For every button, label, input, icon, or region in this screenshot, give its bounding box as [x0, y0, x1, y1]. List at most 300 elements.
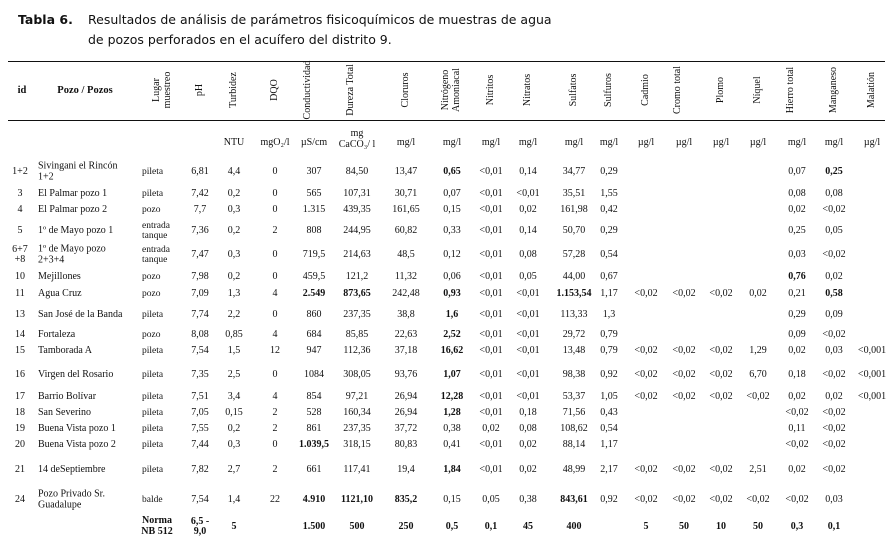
row-value: 26,94 [394, 407, 418, 418]
row-value: 7,98 [191, 271, 209, 282]
row-value: 0,43 [600, 407, 618, 418]
row-id: 20 [15, 439, 25, 450]
row-lugar: pileta [142, 167, 164, 177]
row-value: <0,02 [709, 288, 733, 299]
row-value: 0,07 [443, 188, 461, 199]
row-value: 854 [306, 391, 322, 402]
row-lugar: pozo [142, 272, 161, 282]
header-cromo-total: Cromo total [672, 65, 683, 115]
row-value: 93,76 [394, 369, 418, 380]
norm-value: 0,1 [827, 521, 841, 532]
row-value: <0,02 [822, 464, 846, 475]
row-value: <0,02 [746, 391, 770, 402]
caption-line-1: Resultados de análisis de parámetros fisicoquímicos de muestras de agua [88, 12, 552, 27]
row-value: <0,001 [857, 345, 887, 356]
row-value: <0,01 [479, 271, 503, 282]
row-value: <0,02 [822, 329, 846, 340]
row-value: 0 [272, 439, 278, 450]
row-value: 0,05 [519, 271, 537, 282]
row-value: 2 [272, 225, 278, 236]
unit-2: mgO₂/l [260, 137, 290, 148]
row-value: <0,02 [709, 464, 733, 475]
row-value: <0,02 [634, 345, 658, 356]
row-value: <0,02 [634, 464, 658, 475]
unit-7: mg/l [481, 137, 501, 148]
row-lugar: pileta [142, 189, 164, 199]
row-value: 88,14 [562, 439, 586, 450]
unit-14: µg/l [749, 137, 767, 148]
row-value: 0,2 [227, 271, 241, 282]
row-value: 2 [272, 423, 278, 434]
row-value: <0,01 [479, 188, 503, 199]
row-value: <0,02 [785, 439, 809, 450]
row-value: <0,02 [672, 345, 696, 356]
row-lugar: entrada tanque [142, 221, 170, 241]
row-value: 8,08 [191, 329, 209, 340]
row-value: 13,47 [394, 166, 418, 177]
row-value: 1,84 [443, 464, 461, 475]
row-value: <0,01 [516, 329, 540, 340]
row-value: 0,92 [600, 369, 618, 380]
unit-9: mg/l [564, 137, 584, 148]
row-value: 0,02 [788, 464, 806, 475]
row-value: 4 [272, 391, 278, 402]
norm-value: 10 [716, 521, 726, 532]
unit-1: NTU [223, 137, 245, 148]
row-value: <0,02 [634, 494, 658, 505]
row-value: <0,02 [709, 369, 733, 380]
row-value: 0,29 [600, 225, 618, 236]
row-value: 1,17 [600, 288, 618, 299]
row-value: 7,54 [191, 494, 209, 505]
row-value: 0,11 [788, 423, 806, 434]
row-value: 1,17 [600, 439, 618, 450]
row-value: <0,02 [709, 494, 733, 505]
row-value: 0,3 [227, 204, 241, 215]
row-value: <0,01 [479, 464, 503, 475]
row-lugar: pozo [142, 205, 161, 215]
row-value: <0,01 [479, 225, 503, 236]
row-value: <0,02 [822, 249, 846, 260]
row-id: 4 [17, 204, 23, 215]
row-lugar: pileta [142, 310, 164, 320]
row-value: 22 [270, 494, 280, 505]
row-value: 0,02 [788, 345, 806, 356]
unit-13: µg/l [712, 137, 730, 148]
row-value: <0,01 [516, 345, 540, 356]
row-value: 98,38 [562, 369, 586, 380]
row-value: <0,01 [516, 188, 540, 199]
row-value: 107,31 [343, 188, 371, 199]
row-value: 0,15 [443, 204, 461, 215]
row-value: 0,08 [788, 188, 806, 199]
row-value: <0,02 [746, 494, 770, 505]
row-value: 0,06 [443, 271, 461, 282]
row-value: 29,72 [562, 329, 586, 340]
row-value: 2,7 [227, 464, 241, 475]
row-value: 35,51 [562, 188, 586, 199]
row-value: 1084 [304, 369, 324, 380]
row-value: 0,05 [482, 494, 500, 505]
norm-value: 6,5 - 9,0 [190, 516, 210, 537]
row-value: 0,58 [825, 288, 843, 299]
norm-value: 5 [231, 521, 237, 532]
row-value: 12,28 [440, 391, 464, 402]
row-value: 0,93 [443, 288, 461, 299]
row-value: 0,08 [825, 188, 843, 199]
row-value: 0,29 [788, 309, 806, 320]
row-value: 1,4 [227, 494, 241, 505]
row-value: 0,38 [519, 494, 537, 505]
row-value: 7,42 [191, 188, 209, 199]
row-value: 2,51 [749, 464, 767, 475]
unit-4: mg CaCO₃/ l [338, 128, 376, 150]
row-value: 12 [270, 345, 280, 356]
row-value: 0,09 [825, 309, 843, 320]
row-value: 7,54 [191, 345, 209, 356]
row-value: 835,2 [394, 494, 418, 505]
caption-line-2: de pozos perforados en el acuífero del distrito 9. [88, 32, 392, 47]
row-value: 860 [306, 309, 322, 320]
row-id: 24 [15, 494, 25, 505]
row-value: 7,74 [191, 309, 209, 320]
row-value: <0,02 [634, 369, 658, 380]
row-id: 3 [17, 188, 23, 199]
row-lugar: pileta [142, 370, 164, 380]
row-value: 97,21 [345, 391, 369, 402]
header-cloruros: Cloruros [400, 72, 411, 108]
row-value: 0 [272, 249, 278, 260]
row-value: 108,62 [560, 423, 588, 434]
row-value: 0,18 [788, 369, 806, 380]
row-id: 14 [15, 329, 25, 340]
row-value: 7,09 [191, 288, 209, 299]
row-value: 7,51 [191, 391, 209, 402]
row-value: 528 [306, 407, 322, 418]
row-value: 60,82 [394, 225, 418, 236]
header-dureza-total: Dureza Total [345, 64, 356, 116]
row-lugar: pileta [142, 440, 164, 450]
row-pozo: Buena Vista pozo 2 [38, 438, 116, 450]
row-value: 565 [306, 188, 322, 199]
header-plomo: Plomo [715, 76, 726, 104]
row-value: 0,67 [600, 271, 618, 282]
unit-10: mg/l [599, 137, 619, 148]
row-value: 48,99 [562, 464, 586, 475]
row-value: 1,28 [443, 407, 461, 418]
row-id: 6+7 +8 [12, 244, 28, 265]
row-value: <0,01 [479, 369, 503, 380]
row-value: 44,00 [562, 271, 586, 282]
header-dqo: DQO [269, 79, 280, 101]
row-pozo: San José de la Banda [38, 308, 123, 320]
row-value: <0,02 [822, 423, 846, 434]
row-value: 237,35 [343, 309, 371, 320]
row-value: 50,70 [562, 225, 586, 236]
row-id: 18 [15, 407, 25, 418]
row-value: 1,3 [602, 309, 616, 320]
row-value: <0,01 [479, 166, 503, 177]
norm-value: 0,5 [445, 521, 459, 532]
row-value: 0,02 [519, 464, 537, 475]
norm-value: 250 [398, 521, 414, 532]
row-id: 16 [15, 369, 25, 380]
row-lugar: pileta [142, 424, 164, 434]
row-value: 7,55 [191, 423, 209, 434]
row-value: 0,76 [788, 271, 806, 282]
row-value: 11,32 [394, 271, 418, 282]
header-id: id [17, 85, 27, 96]
row-lugar: pileta [142, 346, 164, 356]
row-value: 38,8 [397, 309, 415, 320]
row-pozo: Mejillones [38, 270, 81, 282]
unit-5: mg/l [396, 137, 416, 148]
row-value: 684 [306, 329, 322, 340]
row-value: 459,5 [302, 271, 326, 282]
row-value: 160,34 [343, 407, 371, 418]
row-value: <0,02 [634, 391, 658, 402]
row-value: <0,01 [479, 204, 503, 215]
row-pozo: San Severino [38, 406, 92, 418]
row-value: 48,5 [397, 249, 415, 260]
row-value: 53,37 [562, 391, 586, 402]
norm-value: 0,1 [484, 521, 498, 532]
row-value: <0,01 [479, 439, 503, 450]
unit-17: µg/l [863, 137, 881, 148]
row-value: 0,02 [825, 391, 843, 402]
row-value: <0,02 [672, 288, 696, 299]
row-value: 2 [272, 464, 278, 475]
row-value: 0,08 [519, 249, 537, 260]
row-value: 0 [272, 369, 278, 380]
row-value: 0,03 [825, 345, 843, 356]
row-value: 1121,10 [341, 494, 373, 505]
row-value: 0,14 [519, 166, 537, 177]
row-value: 1,29 [749, 345, 767, 356]
unit-16: mg/l [824, 137, 844, 148]
row-value: 0,12 [443, 249, 461, 260]
unit-3: µS/cm [300, 137, 328, 148]
row-value: <0,01 [479, 288, 503, 299]
row-value: <0,02 [785, 407, 809, 418]
row-value: 2,5 [227, 369, 241, 380]
row-lugar: pileta [142, 408, 164, 418]
row-id: 21 [15, 464, 25, 475]
row-value: 1,05 [600, 391, 618, 402]
row-value: 16,62 [440, 345, 464, 356]
row-id: 19 [15, 423, 25, 434]
row-value: 4 [272, 288, 278, 299]
table-label: Tabla 6. [18, 12, 73, 27]
row-value: 1,6 [445, 309, 459, 320]
row-value: <0,02 [785, 494, 809, 505]
row-value: 26,94 [394, 391, 418, 402]
row-value: 861 [306, 423, 322, 434]
header-pozo: Pozo / Pozos [57, 85, 113, 96]
row-value: 2,52 [443, 329, 461, 340]
row-value: <0,01 [516, 391, 540, 402]
header-conductividad: Conductividad [302, 60, 313, 120]
row-value: <0,02 [672, 464, 696, 475]
row-value: 0,85 [225, 329, 243, 340]
row-value: 113,33 [560, 309, 588, 320]
row-value: 0 [272, 166, 278, 177]
unit-15: mg/l [787, 137, 807, 148]
header-hierro-total: Hierro total [785, 66, 796, 114]
row-value: 0,79 [600, 345, 618, 356]
row-value: 37,18 [394, 345, 418, 356]
header-ph: pH [194, 83, 205, 97]
row-value: 0,25 [825, 166, 843, 177]
row-value: 843,61 [560, 494, 588, 505]
row-lugar: balde [142, 495, 163, 505]
row-value: 0,15 [225, 407, 243, 418]
row-value: <0,02 [709, 345, 733, 356]
row-value: 0,18 [519, 407, 537, 418]
row-value: 2 [272, 407, 278, 418]
norm-label: Norma NB 512 [141, 515, 173, 537]
row-value: <0,02 [709, 391, 733, 402]
row-value: 0 [272, 188, 278, 199]
row-value: 57,28 [562, 249, 586, 260]
row-value: 1,07 [443, 369, 461, 380]
row-value: <0,02 [822, 439, 846, 450]
row-value: 1.153,54 [556, 288, 592, 299]
row-value: <0,001 [857, 391, 887, 402]
row-value: 0,54 [600, 423, 618, 434]
header-rule [8, 120, 885, 121]
row-value: 0,15 [443, 494, 461, 505]
row-value: 242,48 [392, 288, 420, 299]
row-pozo: Barrio Bolívar [38, 390, 97, 402]
row-value: 1,55 [600, 188, 618, 199]
row-value: 121,2 [345, 271, 369, 282]
row-value: 318,15 [343, 439, 371, 450]
row-pozo: 1º de Mayo pozo 2+3+4 [38, 243, 106, 265]
row-value: <0,02 [822, 407, 846, 418]
row-value: 2.549 [302, 288, 326, 299]
row-value: <0,02 [672, 391, 696, 402]
row-id: 13 [15, 309, 25, 320]
row-value: 30,71 [394, 188, 418, 199]
row-value: 80,83 [394, 439, 418, 450]
row-value: 117,41 [343, 464, 371, 475]
row-value: 0,25 [788, 225, 806, 236]
row-value: 0,2 [227, 423, 241, 434]
row-id: 15 [15, 345, 25, 356]
header-malati-n: Malatión [866, 71, 877, 109]
row-value: <0,01 [516, 369, 540, 380]
row-value: 947 [306, 345, 322, 356]
row-value: 0,79 [600, 329, 618, 340]
row-pozo: 14 deSeptiembre [38, 463, 106, 475]
row-value: 0,21 [788, 288, 806, 299]
row-value: 0,02 [482, 423, 500, 434]
row-value: 719,5 [302, 249, 326, 260]
row-value: 4,4 [227, 166, 241, 177]
row-value: 0,92 [600, 494, 618, 505]
norm-value: 1.500 [302, 521, 326, 532]
unit-8: mg/l [518, 137, 538, 148]
row-id: 11 [15, 288, 25, 299]
row-value: 308,05 [343, 369, 371, 380]
row-value: <0,02 [672, 494, 696, 505]
row-value: <0,01 [479, 407, 503, 418]
norm-value: 400 [566, 521, 582, 532]
row-value: 0,09 [788, 329, 806, 340]
row-value: 0,03 [788, 249, 806, 260]
row-value: 7,36 [191, 225, 209, 236]
header-cadmio: Cadmio [640, 74, 651, 106]
row-value: 0,02 [749, 288, 767, 299]
row-value: 1.039,5 [299, 439, 329, 450]
row-value: 1,3 [227, 288, 241, 299]
row-value: 873,65 [343, 288, 371, 299]
row-value: 1.315 [302, 204, 326, 215]
row-pozo: El Palmar pozo 2 [38, 203, 108, 215]
norm-value: 50 [679, 521, 689, 532]
row-id: 17 [15, 391, 25, 402]
norm-value: 50 [753, 521, 763, 532]
row-value: 0,38 [443, 423, 461, 434]
row-value: <0,02 [672, 369, 696, 380]
row-lugar: pileta [142, 392, 164, 402]
row-value: 34,77 [562, 166, 586, 177]
header-sulfatos: Sulfatos [568, 73, 579, 107]
header-nitritos: Nitritos [485, 74, 496, 106]
unit-11: µg/l [637, 137, 655, 148]
row-value: <0,01 [479, 309, 503, 320]
row-value: 0,03 [825, 494, 843, 505]
row-value: 0,2 [227, 188, 241, 199]
row-value: 3,4 [227, 391, 241, 402]
header-nitr-geno-amoniacal: Nitrógeno Amoniacal [440, 68, 462, 112]
row-value: 6,70 [749, 369, 767, 380]
row-value: 661 [306, 464, 322, 475]
row-value: 0,02 [519, 439, 537, 450]
row-value: 0,42 [600, 204, 618, 215]
row-value: 0,02 [825, 271, 843, 282]
row-value: 7,82 [191, 464, 209, 475]
row-value: 808 [306, 225, 322, 236]
row-lugar: pileta [142, 465, 164, 475]
row-value: 85,85 [345, 329, 369, 340]
row-value: 0,54 [600, 249, 618, 260]
norm-value: 45 [523, 521, 533, 532]
row-value: 161,65 [392, 204, 420, 215]
row-lugar: entrada tanque [142, 245, 170, 265]
norm-value: 0,3 [790, 521, 804, 532]
row-value: 7,35 [191, 369, 209, 380]
row-value: 0,29 [600, 166, 618, 177]
row-lugar: pozo [142, 289, 161, 299]
row-pozo: Tamborada A [38, 344, 93, 356]
row-pozo: El Palmar pozo 1 [38, 187, 108, 199]
row-value: 6,81 [191, 166, 209, 177]
row-value: 0,07 [788, 166, 806, 177]
row-id: 10 [15, 271, 25, 282]
row-value: 161,98 [560, 204, 588, 215]
row-value: 0,2 [227, 225, 241, 236]
row-value: <0,01 [479, 249, 503, 260]
row-pozo: Fortaleza [38, 328, 76, 340]
header-turbidez: Turbidez [228, 72, 239, 108]
row-value: <0,01 [516, 288, 540, 299]
row-value: 112,36 [343, 345, 371, 356]
row-value: 7,05 [191, 407, 209, 418]
row-value: 7,47 [191, 249, 209, 260]
row-value: 71,56 [562, 407, 586, 418]
